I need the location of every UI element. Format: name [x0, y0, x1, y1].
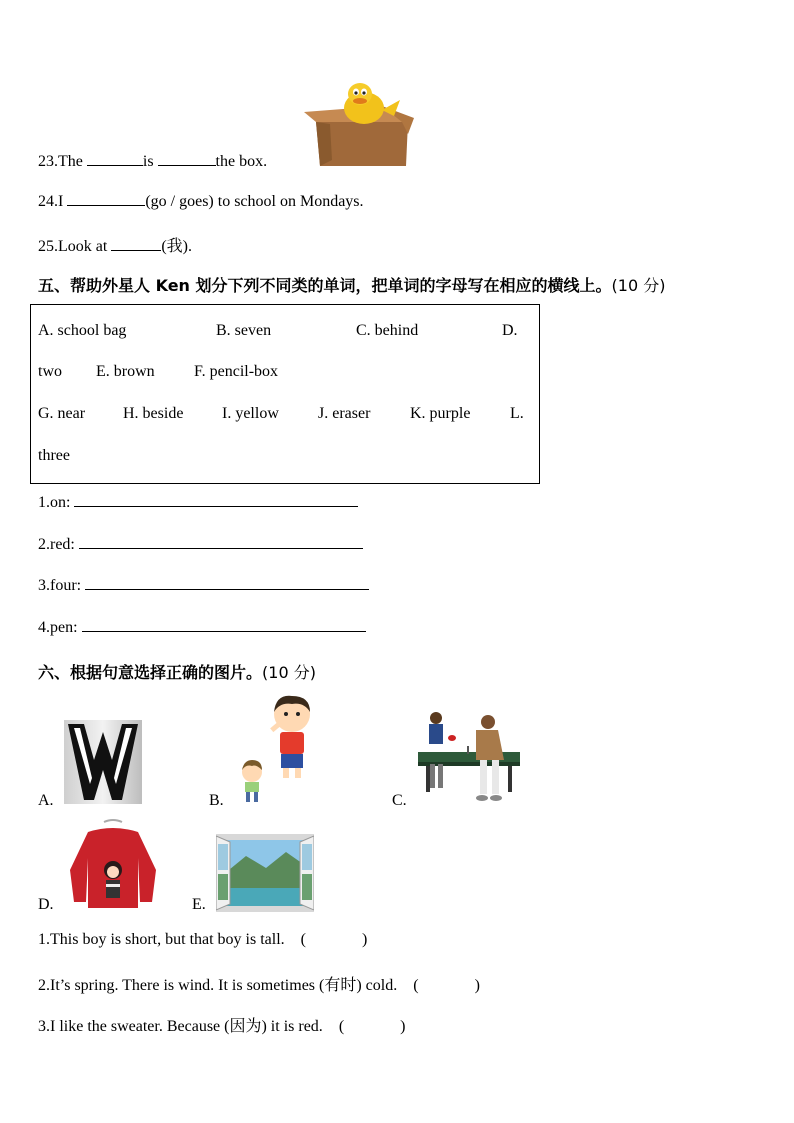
answer-line[interactable] [74, 494, 358, 507]
sentence-text: 3.I like the sweater. Because (因为) it is red. [38, 1018, 323, 1035]
option-label: A. [38, 792, 54, 809]
sentence-row [38, 931, 367, 949]
category-label: 4.pen: [38, 619, 78, 636]
section-score: (10 分) [611, 276, 666, 295]
question-text: (我). [161, 238, 192, 255]
question-24 [38, 191, 364, 211]
section-5-heading [38, 273, 665, 296]
window-view-icon[interactable] [216, 834, 314, 912]
section-6-heading [38, 660, 316, 683]
category-label: 3.four: [38, 577, 82, 594]
question-number: 23. [38, 153, 58, 170]
category-row [38, 536, 363, 554]
question-number: 25. [38, 238, 58, 255]
word-option: H. beside [123, 405, 184, 422]
section-title: 五、帮助外星人 Ken 划分下列不同类的单词，把单词的字母写在相应的横线上。 [38, 276, 612, 295]
answer-blank[interactable] [87, 151, 143, 166]
word-option: B. seven [216, 322, 272, 339]
answer-blank[interactable] [67, 191, 145, 206]
section-score: (10 分) [262, 663, 316, 682]
word-option: D. [502, 322, 518, 339]
question-text: is [142, 153, 158, 170]
word-option: two [38, 363, 62, 380]
question-text: The [58, 153, 87, 170]
word-option: I. yellow [222, 405, 279, 422]
sentence-text: 2.It’s spring. There is wind. It is sometimes (有时) cold. [38, 977, 398, 994]
sentence-row [38, 1013, 405, 1036]
answer-parentheses[interactable]: ( ) [338, 1018, 406, 1035]
question-text: the box. [215, 153, 268, 170]
sentence-row [38, 972, 480, 995]
question-23 [38, 151, 267, 171]
word-option: F. pencil-box [194, 363, 279, 380]
answer-blank[interactable] [158, 151, 216, 166]
category-label: 2.red: [38, 536, 75, 553]
answer-line[interactable] [85, 577, 369, 590]
two-boys-icon[interactable] [234, 694, 318, 806]
question-text: I [58, 193, 68, 210]
option-label: B. [209, 792, 224, 809]
word-option: C. behind [356, 322, 419, 339]
word-option: three [38, 447, 70, 464]
question-number: 24. [38, 193, 58, 210]
option-label: D. [38, 896, 54, 913]
word-option: J. eraser [318, 405, 371, 422]
question-text: Look at [58, 238, 112, 255]
category-row [38, 577, 369, 595]
w-letter-logo-icon[interactable] [64, 720, 142, 804]
word-option: A. school bag [38, 322, 127, 339]
option-label: E. [192, 896, 206, 913]
question-25 [38, 233, 192, 256]
category-label: 1.on: [38, 494, 71, 511]
section-title: 六、根据句意选择正确的图片。 [38, 663, 263, 682]
red-sweater-icon[interactable] [64, 818, 162, 914]
answer-parentheses[interactable]: ( ) [413, 977, 480, 994]
answer-blank[interactable] [111, 236, 161, 251]
duck-in-box-icon [302, 82, 418, 168]
category-row [38, 494, 358, 512]
word-option: K. purple [410, 405, 471, 422]
table-tennis-icon[interactable] [414, 712, 522, 806]
answer-line[interactable] [79, 536, 363, 549]
sentence-text: 1.This boy is short, but that boy is tall. [38, 931, 285, 948]
word-option: E. brown [96, 363, 155, 380]
word-option: L. [510, 405, 524, 422]
option-label: C. [392, 792, 407, 809]
answer-line[interactable] [82, 619, 366, 632]
word-option: G. near [38, 405, 86, 422]
category-row [38, 619, 366, 637]
answer-parentheses[interactable]: ( ) [300, 931, 368, 948]
question-text: (go / goes) to school on Mondays. [145, 193, 364, 210]
